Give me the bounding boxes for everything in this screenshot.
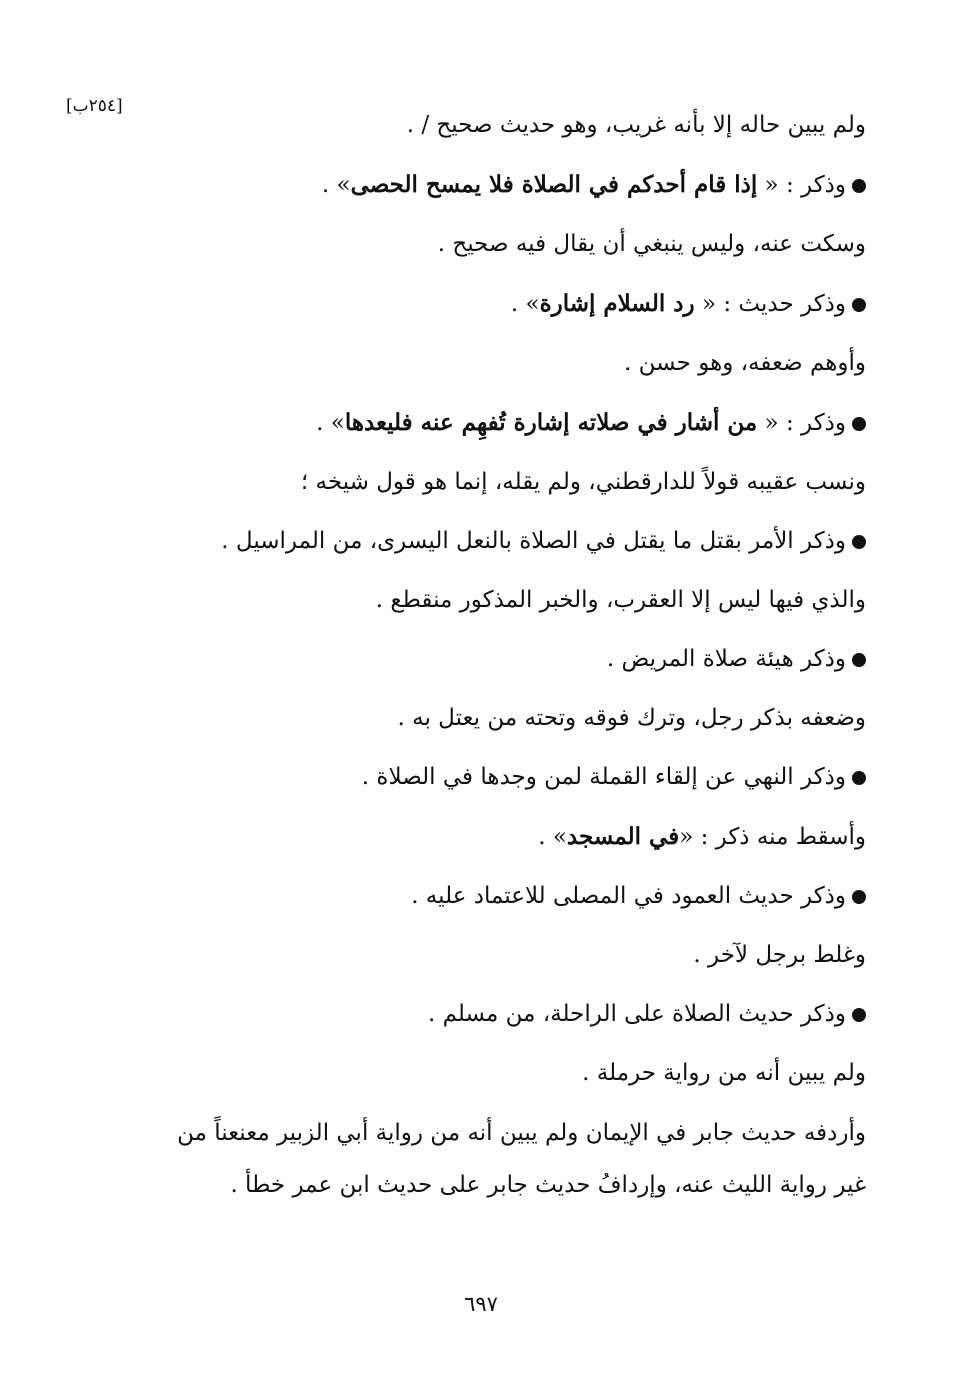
bullet-icon (852, 298, 866, 312)
line-prefix: وذكر : « (757, 410, 846, 436)
bullet-icon (852, 890, 866, 904)
line-suffix: » . (510, 291, 540, 317)
quoted-hadith: إذا قام أحدكم في الصلاة فلا يمسح الحصى (350, 171, 758, 198)
text-line (150, 453, 866, 512)
folio-marker: [٢٥٤ب] (66, 96, 123, 116)
text-lines (150, 96, 866, 1103)
body-text (150, 96, 866, 1211)
quoted-hadith: في المسجد (566, 823, 680, 850)
quoted-hadith: من أشار في صلاته إشارة تُفهِم عنه فليعدها (344, 409, 758, 436)
line-prefix: وذكر هيئة صلاة المريض . (606, 646, 846, 672)
entry-line (150, 867, 866, 926)
entry-line (150, 274, 866, 334)
line-text: وأوهم ضعفه، وهو حسن . (624, 350, 866, 376)
bullet-icon (852, 771, 866, 785)
entry-line (150, 155, 866, 215)
line-prefix: وذكر النهي عن إلقاء القملة لمن وجدها في الصلاة . (361, 764, 846, 790)
line-text: وغلط برجل لآخر . (693, 942, 866, 968)
text-line (150, 96, 866, 155)
text-line (150, 926, 866, 985)
line-suffix: » . (538, 824, 567, 850)
text-line (150, 807, 866, 867)
line-prefix: وذكر : « (757, 172, 846, 198)
line-text: والذي فيها ليس إلا العقرب، والخبر المذكور منقطع . (375, 587, 866, 613)
entry-line (150, 748, 866, 807)
text-line (150, 215, 866, 274)
line-suffix: » . (321, 172, 351, 198)
bullet-icon (852, 1008, 866, 1022)
line-prefix: وأسقط منه ذكر : « (679, 824, 866, 850)
bullet-icon (852, 417, 866, 431)
entry-line (150, 512, 866, 571)
line-prefix: وذكر حديث العمود في المصلى للاعتماد عليه . (411, 883, 846, 909)
entry-line (150, 630, 866, 689)
line-prefix: وذكر الأمر بقتل ما يقتل في الصلاة بالنعل اليسرى، من المراسيل . (221, 528, 846, 554)
line-text: ولم يبين حاله إلا بأنه غريب، وهو حديث صحيح / . (406, 112, 866, 138)
text-line (150, 1044, 866, 1103)
line-text: ونسب عقيبه قولاً للدارقطني، ولم يقله، إنما هو قول شيخه ؛ (300, 469, 866, 495)
page-number: ٦٩٧ (464, 1292, 498, 1316)
line-text: وضعفه بذكر رجل، وترك فوقه وتحته من يعتل به . (397, 705, 866, 731)
line-suffix: » . (316, 410, 345, 436)
line-prefix: وذكر حديث الصلاة على الراحلة، من مسلم . (427, 1001, 846, 1027)
bullet-icon (852, 179, 866, 193)
quoted-hadith: رد السلام إشارة (539, 290, 695, 317)
line-text: ولم يبين أنه من رواية حرملة . (582, 1060, 866, 1086)
text-line (150, 689, 866, 748)
entry-line (150, 393, 866, 453)
bullet-icon (852, 535, 866, 549)
final-paragraph: وأردفه حديث جابر في الإيمان ولم يبين أنه من رواية أبي الزبير معنعناً من غير رواية الليث عنه، وإردافُ حديث جابر على حديث ابن عمر خطأ . (177, 1120, 866, 1198)
text-line (150, 571, 866, 630)
entry-line (150, 985, 866, 1044)
line-prefix: وذكر حديث : « (694, 291, 846, 317)
text-line (150, 334, 866, 393)
line-text: وسكت عنه، وليس ينبغي أن يقال فيه صحيح . (437, 231, 866, 257)
bullet-icon (852, 653, 866, 667)
